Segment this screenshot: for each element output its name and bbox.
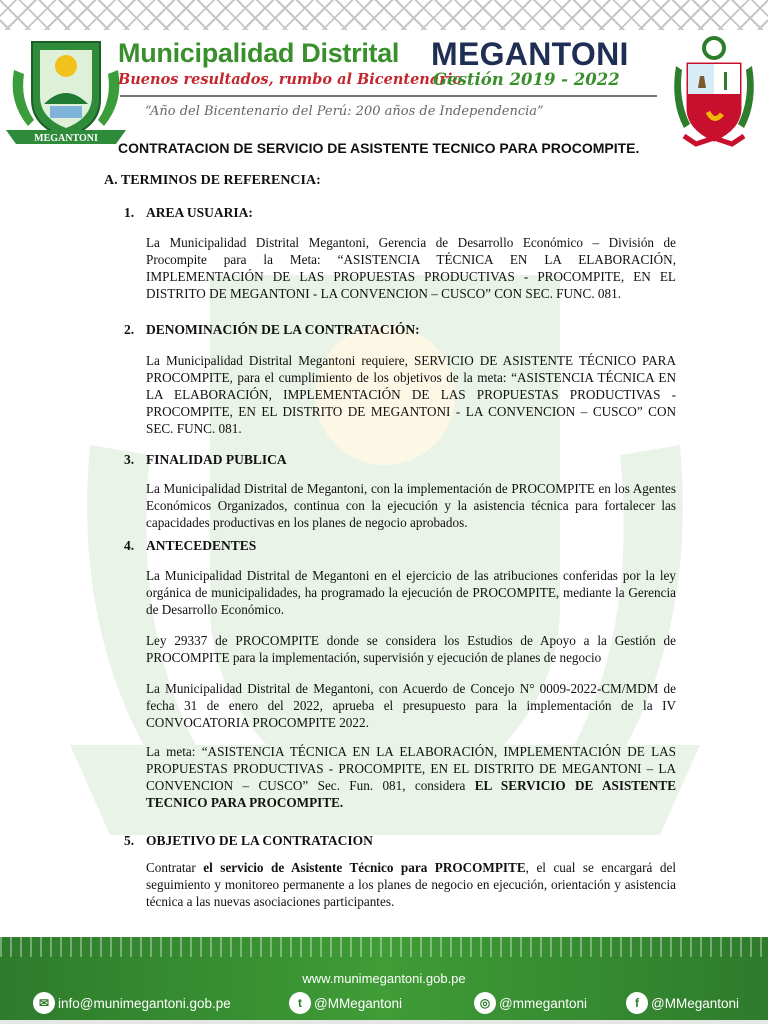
item-5-paragraph-end: , el cual se encargará del seguimiento y monitoreo permanente a los planes de negocio en ejecución, orientación y asistencia técnica a las nuevas asociaciones participantes. xyxy=(146,860,676,909)
item-3-heading xyxy=(124,452,287,468)
logo-label: MEGANTONI xyxy=(34,133,98,144)
item-4-paragraph-3: La Municipalidad Distrital de Megantoni, con Acuerdo de Concejo N° 0009-2022-CM/MDM de fecha 31 de enero del 2022, aprueba el presupuesto para la implementación de la IV CONVOCATORIA PROCOMPITE 2022. xyxy=(146,681,676,730)
item-4-title: ANTECEDENTES xyxy=(146,538,257,553)
item-4-paragraph-4 xyxy=(146,743,676,811)
footer-website-link[interactable]: www.munimegantoni.gob.pe xyxy=(302,971,466,986)
item-2-title: DENOMINACIÓN DE LA CONTRATACIÓN: xyxy=(146,322,420,337)
facebook-icon: f xyxy=(626,992,648,1014)
header-title xyxy=(118,38,663,72)
document-title: CONTRATACION DE SERVICIO DE ASISTENTE TECNICO PARA PROCOMPITE. xyxy=(118,140,640,156)
header-pattern-band xyxy=(0,0,768,30)
item-4-paragraph-1: La Municipalidad Distrital de Megantoni en el ejercicio de las atribuciones conferidas por la ley orgánica de municipalidades, ha programado la ejecución de PROCOMPITE, mediante la Gerencia de Desarrollo Económico. xyxy=(146,568,676,617)
item-3-title: FINALIDAD PUBLICA xyxy=(146,452,287,467)
footer-instagram[interactable] xyxy=(474,991,587,1015)
email-icon: ✉ xyxy=(33,992,55,1014)
item-5-heading xyxy=(124,833,373,849)
header-gestion: Gestión 2019 - 2022 xyxy=(433,70,620,89)
municipalidad-label: Municipalidad Distrital xyxy=(118,38,400,68)
footer-facebook[interactable] xyxy=(626,991,739,1015)
header-slogan: Buenos resultados, rumbo al Bicentenario xyxy=(118,71,463,88)
item-5-paragraph xyxy=(146,859,676,910)
footer-bottom-strip xyxy=(0,1020,768,1024)
instagram-icon: ◎ xyxy=(474,992,496,1014)
footer-instagram-text: @mmegantoni xyxy=(499,995,587,1011)
district-name: MEGANTONI xyxy=(431,36,629,72)
item-4-paragraph-4-text: La meta: “ASISTENCIA TÉCNICA EN LA ELABORACIÓN, IMPLEMENTACIÓN DE LAS PROPUESTAS PRODUCTIVAS - PROCOMPITE, EN EL DISTRITO DE MEGANTONI – LA CONVENCION – CUSCO” Sec. Fun. 081, considera xyxy=(146,744,676,793)
item-1-title: AREA USUARIA: xyxy=(146,205,253,220)
peru-coat-of-arms-icon xyxy=(664,32,764,148)
anio-motto: “Año del Bicentenario del Perú: 200 años de Independencia” xyxy=(145,104,544,119)
item-1-paragraph: La Municipalidad Distrital Megantoni, Gerencia de Desarrollo Económico – División de Procompite para la Meta: “ASISTENCIA TÉCNICA EN LA ELABORACIÓN, IMPLEMENTACIÓN DE LAS PROPUESTAS PRODUCTIVAS - PROCOMPITE, EN EL DISTRITO DE MEGANTONI - LA CONVENCION – CUSCO” CON SEC. FUNC. 081. xyxy=(146,235,676,301)
item-5-number: 5. xyxy=(124,833,135,848)
footer-facebook-text: @MMegantoni xyxy=(651,995,739,1011)
item-3-paragraph: La Municipalidad Distrital de Megantoni, con la implementación de PROCOMPITE en los Agentes Económicos Organizados, continua con la ejecución y la asistencia técnica para fortalecer las capacidades productivas en los planes de negocio aprobados. xyxy=(146,481,676,530)
item-1-heading xyxy=(124,205,253,221)
item-4-paragraph-2: Ley 29337 de PROCOMPITE donde se considera los Estudios de Apoyo a la Gestión de PROCOMPITE para la implementación, supervisión y ejecución de planes de negocio xyxy=(146,633,676,665)
item-4-number: 4. xyxy=(124,538,135,553)
item-2-paragraph: La Municipalidad Distrital Megantoni requiere, SERVICIO DE ASISTENTE TÉCNICO PARA PROCOMPITE, para el cumplimiento de los objetivos de la meta: “ASISTENCIA TÉCNICA EN LA ELABORACIÓN, IMPLEMENTACIÓN DE LAS PROPUESTAS PRODUCTIVAS - PROCOMPITE, EN EL DISTRITO DE MEGANTONI - LA CONVENCION – CUSCO” CON SEC. FUNC. 081. xyxy=(146,353,676,436)
item-2-heading xyxy=(124,322,420,338)
item-3-number: 3. xyxy=(124,452,135,467)
footer-email-text: info@munimegantoni.gob.pe xyxy=(58,995,231,1011)
item-4-heading xyxy=(124,538,256,554)
item-5-paragraph-start: Contratar xyxy=(146,860,204,875)
footer-email[interactable] xyxy=(33,991,231,1015)
item-5-paragraph-bold: el servicio de Asistente Técnico para PROCOMPITE xyxy=(203,860,526,875)
twitter-icon: t xyxy=(289,992,311,1014)
municipal-logo-icon xyxy=(4,30,128,148)
header-divider xyxy=(120,95,657,97)
item-2-number: 2. xyxy=(124,322,135,337)
footer-twitter[interactable] xyxy=(289,991,402,1015)
section-a-heading: A. TERMINOS DE REFERENCIA: xyxy=(104,173,321,188)
item-4-paragraph-4-bold: EL SERVICIO DE ASISTENTE TECNICO PARA PROCOMPITE. xyxy=(146,778,676,810)
item-1-number: 1. xyxy=(124,205,135,220)
footer-pattern-band xyxy=(0,937,768,957)
page-footer xyxy=(0,937,768,1024)
footer-twitter-text: @MMegantoni xyxy=(314,995,402,1011)
item-5-title: OBJETIVO DE LA CONTRATACION xyxy=(146,833,373,848)
